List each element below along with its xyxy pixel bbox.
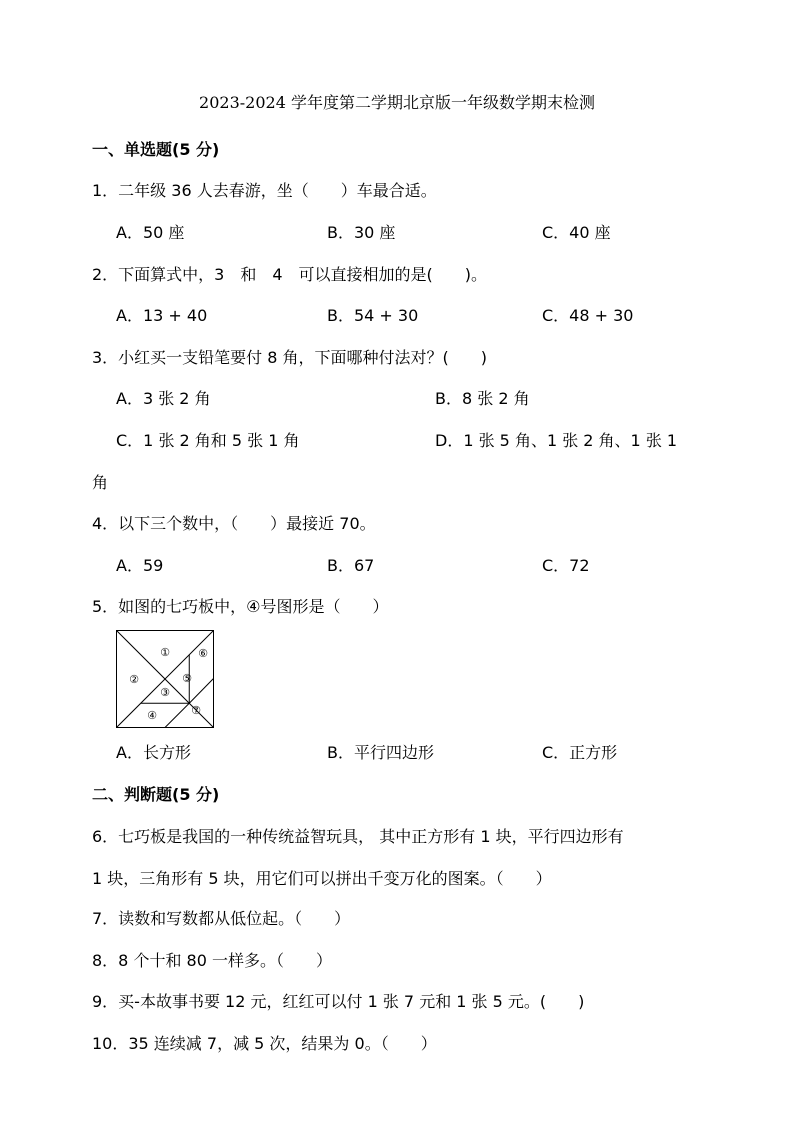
question-1: 1．二年级 36 人去春游，坐（ ）车最合适。 <box>92 181 437 200</box>
q2-option-b: B．54 + 30 <box>327 306 419 325</box>
question-10: 10．35 连续减 7，减 5 次，结果为 0。（ ） <box>92 1034 437 1053</box>
tangram-bottom-edge <box>165 703 189 727</box>
tangram-label-6: ⑥ <box>198 647 208 660</box>
q3-option-d-continued: 角 <box>92 473 109 492</box>
q4-option-c: C．72 <box>542 556 590 575</box>
q2-option-c: C．48 + 30 <box>542 306 634 325</box>
page-title: 2023-2024 学年度第二学期北京版一年级数学期末检测 <box>199 93 595 112</box>
section-true-false: 二、判断题(5 分) <box>92 785 220 804</box>
q4-option-a: A．59 <box>116 556 164 575</box>
q5-option-a: A．长方形 <box>116 743 191 762</box>
tangram-label-4: ④ <box>147 709 157 722</box>
q3-option-d: D．1 张 5 角、1 张 2 角、1 张 1 <box>435 431 678 450</box>
section-single-choice: 一、单选题(5 分) <box>92 140 220 159</box>
question-8: 8．8 个十和 80 一样多。（ ） <box>92 951 332 970</box>
tangram-figure <box>116 630 214 728</box>
question-7: 7．读数和写数都从低位起。（ ） <box>92 909 351 928</box>
question-4: 4．以下三个数中，（ ）最接近 70。 <box>92 514 376 533</box>
tangram-label-5: ⑤ <box>182 672 192 685</box>
tangram-right-edge <box>189 679 213 704</box>
q1-option-b: B．30 座 <box>327 223 396 242</box>
q2-option-a: A．13 + 40 <box>116 306 208 325</box>
q5-option-c: C．正方形 <box>542 743 618 762</box>
question-3: 3．小红买一支铅笔要付 8 角，下面哪种付法对？( ) <box>92 348 488 367</box>
question-6-line-2: 1 块，三角形有 5 块，用它们可以拼出千变万化的图案。（ ） <box>92 869 552 888</box>
q1-option-c: C．40 座 <box>542 223 611 242</box>
q3-option-b: B．8 张 2 角 <box>435 389 530 408</box>
q1-option-a: A．50 座 <box>116 223 185 242</box>
tangram-label-2: ② <box>129 673 139 686</box>
question-5: 5．如图的七巧板中，④号图形是（ ） <box>92 597 389 616</box>
question-2: 2．下面算式中，3 和 4 可以直接相加的是( )。 <box>92 265 488 284</box>
tangram-label-1: ① <box>160 646 170 659</box>
tangram-label-7: ⑦ <box>191 704 201 717</box>
question-9: 9．买-本故事书要 12 元，红红可以付 1 张 7 元和 1 张 5 元。( ) <box>92 992 585 1011</box>
q3-option-a: A．3 张 2 角 <box>116 389 211 408</box>
q3-option-c: C．1 张 2 角和 5 张 1 角 <box>116 431 300 450</box>
q5-option-b: B．平行四边形 <box>327 743 434 762</box>
question-6-line-1: 6．七巧板是我国的一种传统益智玩具， 其中正方形有 1 块，平行四边形有 <box>92 827 624 846</box>
q4-option-b: B．67 <box>327 556 375 575</box>
tangram-label-3: ③ <box>160 686 170 699</box>
